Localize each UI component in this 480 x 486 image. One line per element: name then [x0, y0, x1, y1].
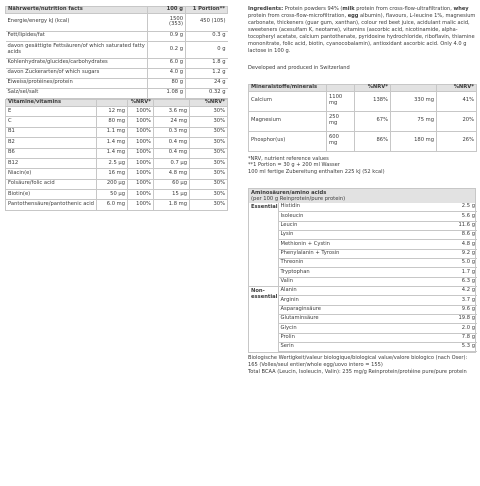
- amino-name: Leucin: [278, 221, 436, 230]
- table-row: [6, 41, 228, 58]
- table-row: [249, 203, 477, 212]
- row-label: davon Zuckerarten/of which sugars: [6, 68, 148, 78]
- table-row: [6, 169, 228, 179]
- amino-value: 4.2 g: [436, 287, 477, 296]
- nrv-100g: 67%: [355, 111, 391, 131]
- row-label: Salz/sel/salt: [6, 88, 148, 98]
- footnotes: [248, 156, 476, 176]
- nrv-100g: 100%: [128, 200, 154, 210]
- table-row: [6, 58, 228, 68]
- row-value-portion: 1.2 g: [186, 68, 228, 78]
- amino-value: 8.6 g: [436, 231, 477, 240]
- row-value-portion: 1.8 g: [186, 58, 228, 68]
- amount-100g: 1.1 mg: [97, 127, 128, 137]
- amino-subtitle: (per 100 g Reinprotein/pure protein): [251, 195, 346, 202]
- amino-value: 7.8 g: [436, 333, 477, 342]
- amount-portion: 3.6 mg: [154, 106, 190, 116]
- mineral-header-nrv-100g: %NRV*: [355, 84, 391, 91]
- row-value-100g: 4.0 g: [148, 68, 186, 78]
- mineral-header-nrv-portion: %NRV*: [437, 84, 477, 91]
- nrv-100g: 138%: [355, 91, 391, 111]
- table-row: [6, 200, 228, 210]
- amount-100g: 2.5 µg: [97, 158, 128, 168]
- vitamin-name: C: [6, 117, 97, 127]
- amino-value: 6.3 g: [436, 277, 477, 286]
- nrv-portion: 30%: [190, 169, 228, 179]
- amount-portion: 0.7 µg: [154, 158, 190, 168]
- nutrition-header-portion: 1 Portion**: [186, 7, 228, 14]
- vitamin-name: Folsäure/folic acid: [6, 179, 97, 189]
- nrv-portion: 30%: [190, 138, 228, 148]
- table-row: [249, 305, 477, 314]
- footnote-prepared: 100 ml fertige Zubereitung enthalten 225 kJ (52 kcal): [248, 168, 385, 175]
- amino-name: Glycin: [278, 324, 436, 333]
- amount-portion: 0.4 mg: [154, 138, 190, 148]
- table-row: [249, 343, 477, 352]
- table-row: [6, 190, 228, 200]
- row-label: Fett/lipides/fat: [6, 31, 148, 41]
- amino-header: [249, 189, 475, 203]
- vitamin-name: B1: [6, 127, 97, 137]
- allergen-milk: milk: [342, 6, 355, 12]
- amount-portion: 4.8 mg: [154, 169, 190, 179]
- amount-100g: 16 mg: [97, 169, 128, 179]
- amino-name: Valin: [278, 277, 436, 286]
- vitamin-name: B2: [6, 138, 97, 148]
- amino-name: Arginin: [278, 296, 436, 305]
- ingredients-label: Ingredients:: [248, 6, 284, 12]
- vitamin-header: [6, 99, 228, 106]
- table-row: [6, 13, 228, 31]
- table-row: [6, 31, 228, 41]
- amount-portion: 75 mg: [391, 111, 437, 131]
- row-value-portion: 0 g: [186, 41, 228, 58]
- nrv-100g: 100%: [128, 179, 154, 189]
- amino-name: Phenylalanin + Tyrosin: [278, 249, 436, 258]
- amino-name: Serin: [278, 343, 436, 352]
- amino-rows: [249, 203, 477, 353]
- right-column: [248, 6, 476, 376]
- row-label: davon gesättigte Fettsäuren/of which saturated fatty acids: [6, 41, 148, 58]
- mineral-name: Calcium: [249, 91, 327, 111]
- vitamin-name: Pantothensäure/pantothenic acid: [6, 200, 97, 210]
- row-label: Kohlenhydrate/glucides/carbohydrates: [6, 58, 148, 68]
- category-non-essential: Non- essential: [249, 287, 278, 352]
- nrv-portion: 30%: [190, 106, 228, 116]
- nutrition-header-label: Nährwerte/nutrition facts: [6, 7, 148, 14]
- table-row: [249, 324, 477, 333]
- row-value-portion: 450 (105): [186, 13, 228, 31]
- nrv-portion: 30%: [190, 148, 228, 158]
- amino-value: 5.0 g: [436, 259, 477, 268]
- row-value-100g: 0.9 g: [148, 31, 186, 41]
- amount-100g: 1.4 mg: [97, 148, 128, 158]
- nrv-portion: 30%: [190, 117, 228, 127]
- amino-value: 2.0 g: [436, 324, 477, 333]
- table-row: [249, 111, 477, 131]
- nrv-100g: 100%: [128, 117, 154, 127]
- amount-100g: 6.0 mg: [97, 200, 128, 210]
- vitamin-name: Biotin(e): [6, 190, 97, 200]
- table-row: [249, 287, 477, 296]
- amino-acid-table: [248, 188, 476, 354]
- nrv-100g: 100%: [128, 158, 154, 168]
- table-row: [6, 117, 228, 127]
- amount-100g: 250 mg: [327, 111, 355, 131]
- nrv-100g: 100%: [128, 106, 154, 116]
- amino-value: 11.6 g: [436, 221, 477, 230]
- table-row: [249, 259, 477, 268]
- table-row: [6, 138, 228, 148]
- category-essential: Essential: [251, 203, 278, 210]
- allergen-whey: whey: [453, 6, 469, 12]
- table-row: [6, 158, 228, 168]
- amount-100g: 600 mg: [327, 131, 355, 151]
- table-row: [249, 333, 477, 342]
- nrv-portion: 30%: [190, 200, 228, 210]
- ingredients-text: Ingredients: Protein powders 94% (milk protein from cross-flow-ultrafiltration, whey protein from cross-flow-microfiltration, egg albumin), flavours, L-leucine 1%, magnesium carbonate, thickeners (guar gum, xanthan), colour red beet juice, acidulant malic acid, sweeteners (acesulfam K, neotame), vitamins (ascorbic acid, nicotinamide, alpha-tocopheryl acetate, calcium pantothenate, pyridoxine hydrochloride, riboflavin, thiamine mononitrate, folic acid, biotin, cyanocobalamin), antioxidant ascorbic acid. Only 4.0 g lactose in 100 g.: [248, 6, 476, 55]
- row-label: Eiweiss/protéines/protein: [6, 78, 148, 88]
- table-row: [249, 249, 477, 258]
- amount-portion: 1.8 mg: [154, 200, 190, 210]
- amino-title: Aminosäuren/amino acids: [251, 189, 327, 196]
- biological-value-note: Biologische Wertigkeit/valeur biologique/biological value/valore biologico (nach Oser): 165 (Volles/seul entier/whole egg/uovo intero = 155): [248, 355, 468, 369]
- amino-value: 19.8 g: [436, 315, 477, 324]
- row-label: Energie/energy kJ (kcal): [6, 13, 148, 31]
- vitamin-table: [5, 99, 228, 211]
- vitamin-name: B6: [6, 148, 97, 158]
- row-value-portion: 24 g: [186, 78, 228, 88]
- nrv-100g: 100%: [128, 169, 154, 179]
- allergen-egg: egg: [347, 13, 359, 20]
- origin-note: Developed and produced in Switzerland: [248, 65, 350, 72]
- amino-name: Threonin: [278, 259, 436, 268]
- mineral-header: [249, 84, 477, 91]
- amino-value: 5.3 g: [436, 343, 477, 352]
- amino-value: 2.5 g: [436, 203, 477, 212]
- vitamin-header-nrv-portion: %NRV*: [190, 99, 228, 106]
- nrv-portion: 41%: [437, 91, 477, 111]
- amount-portion: 330 mg: [391, 91, 437, 111]
- table-row: [249, 91, 477, 111]
- amino-value: 5.6 g: [436, 212, 477, 221]
- amino-value: 1.7 g: [436, 268, 477, 277]
- amino-value: 4.8 g: [436, 240, 477, 249]
- row-value-portion: 0.32 g: [186, 88, 228, 98]
- amino-name: Alanin: [278, 287, 436, 296]
- footnote-portion: **1 Portion = 30 g + 200 ml Wasser: [248, 162, 340, 169]
- nrv-100g: 100%: [128, 127, 154, 137]
- table-row: [249, 296, 477, 305]
- amino-name: Glutaminsäure: [278, 315, 436, 324]
- nrv-100g: 100%: [128, 148, 154, 158]
- table-row: [249, 231, 477, 240]
- amount-100g: 1.4 mg: [97, 138, 128, 148]
- vitamin-name: E: [6, 106, 97, 116]
- table-row: [249, 277, 477, 286]
- vitamin-header-nrv-100g: %NRV*: [128, 99, 154, 106]
- table-row: [249, 221, 477, 230]
- table-row: [6, 68, 228, 78]
- amount-portion: 0.4 mg: [154, 148, 190, 158]
- amino-name: Lysin: [278, 231, 436, 240]
- amino-value: 3.7 g: [436, 296, 477, 305]
- row-value-portion: 0.3 g: [186, 31, 228, 41]
- nrv-portion: 30%: [190, 190, 228, 200]
- table-row: [249, 131, 477, 151]
- table-row: [6, 78, 228, 88]
- nrv-portion: 20%: [437, 111, 477, 131]
- row-value-100g: 1.08 g: [148, 88, 186, 98]
- nutrition-header-100g: 100 g: [148, 7, 186, 14]
- nrv-portion: 30%: [190, 158, 228, 168]
- amino-value: 9.2 g: [436, 249, 477, 258]
- nrv-portion: 30%: [190, 179, 228, 189]
- table-row: [6, 127, 228, 137]
- nutrition-header: [6, 7, 228, 14]
- nutrition-table: [5, 6, 228, 99]
- amount-portion: 15 µg: [154, 190, 190, 200]
- amino-name: Asparaginsäure: [278, 305, 436, 314]
- table-row: [249, 240, 477, 249]
- amount-portion: 0.3 mg: [154, 127, 190, 137]
- amount-100g: 1100 mg: [327, 91, 355, 111]
- amount-portion: 60 µg: [154, 179, 190, 189]
- row-value-100g: 6.0 g: [148, 58, 186, 68]
- table-row: [6, 106, 228, 116]
- row-value-100g: 0.2 g: [148, 41, 186, 58]
- amount-portion: 180 mg: [391, 131, 437, 151]
- nrv-100g: 100%: [128, 190, 154, 200]
- amino-name: Prolin: [278, 333, 436, 342]
- amount-100g: 50 µg: [97, 190, 128, 200]
- amount-100g: 80 mg: [97, 117, 128, 127]
- footer-notes: [248, 355, 476, 375]
- vitamin-name: Niacin(e): [6, 169, 97, 179]
- table-row: [249, 315, 477, 324]
- table-row: [6, 148, 228, 158]
- nrv-portion: 30%: [190, 127, 228, 137]
- nrv-100g: 86%: [355, 131, 391, 151]
- amount-100g: 200 µg: [97, 179, 128, 189]
- amino-name: Tryptophan: [278, 268, 436, 277]
- amino-name: Methionin + Cystin: [278, 240, 436, 249]
- row-value-100g: 1500 (353): [148, 13, 186, 31]
- table-row: [6, 88, 228, 98]
- footnote-nrv: *NRV, nutrient reference values: [248, 155, 329, 162]
- amino-name: Histidin: [278, 203, 436, 212]
- vitamin-name: B12: [6, 158, 97, 168]
- table-row: [6, 179, 228, 189]
- mineral-table: [248, 84, 477, 152]
- table-row: [249, 268, 477, 277]
- left-column: [5, 6, 227, 211]
- mineral-header-label: Mineralstoffe/minerals: [249, 84, 327, 91]
- vitamin-header-label: Vitamine/vitamins: [6, 99, 97, 106]
- amount-100g: 12 mg: [97, 106, 128, 116]
- table-row: [249, 212, 477, 221]
- amino-name: Isoleucin: [278, 212, 436, 221]
- row-value-100g: 80 g: [148, 78, 186, 88]
- mineral-name: Phosphor(us): [249, 131, 327, 151]
- nrv-100g: 100%: [128, 138, 154, 148]
- bcaa-note: Total BCAA (Leucin, Isoleucin, Valin): 235 mg/g Reinprotein/protéine pure/pure protein: [248, 368, 467, 375]
- amino-value: 9.6 g: [436, 305, 477, 314]
- mineral-name: Magnesium: [249, 111, 327, 131]
- nrv-portion: 26%: [437, 131, 477, 151]
- amount-portion: 24 mg: [154, 117, 190, 127]
